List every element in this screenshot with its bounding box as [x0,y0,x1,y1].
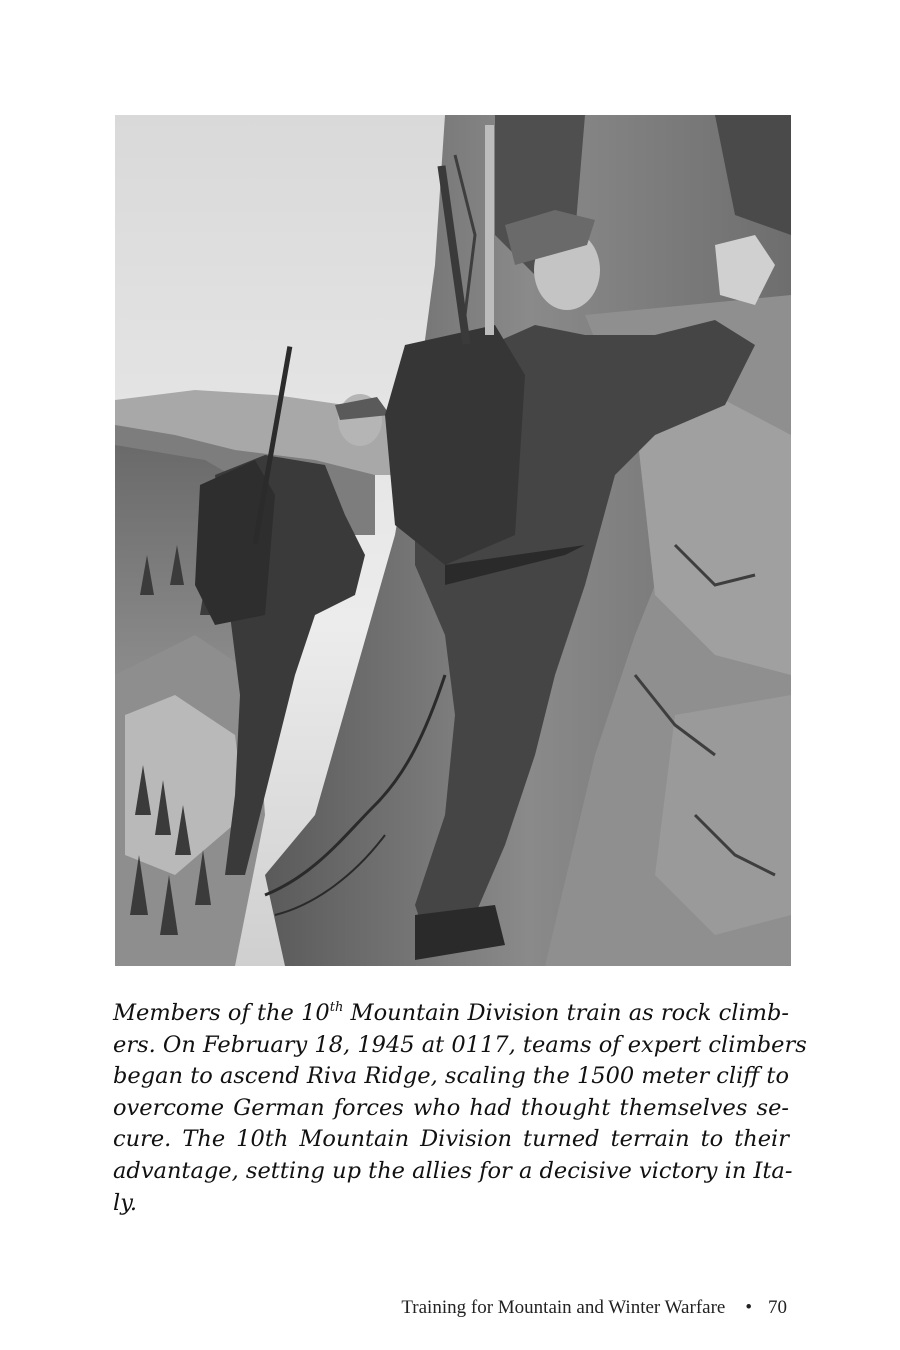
photo-image [115,115,791,966]
caption-line-7: ly. [113,1189,138,1216]
photo-caption [113,998,807,1219]
running-title: Training for Mountain and Winter Warfare [401,1297,726,1318]
caption-line-2: ers. On February 18, 1945 at 0117, teams of expert climbers [113,1031,807,1058]
caption-line-1 [113,998,789,1030]
caption-line-4: overcome German forces who had thought themselves se- [113,1094,789,1121]
caption-line-5: cure. The 10th Mountain Division turned terrain to their [113,1126,789,1153]
ordinal-suffix: th [329,1000,344,1015]
page-footer [401,1297,787,1319]
page-number: 70 [768,1297,787,1318]
caption-line-6: advantage, setting up the allies for a decisive victory in Ita- [113,1157,793,1184]
caption-line-3: began to ascend Riva Ridge, scaling the 1500 meter cliff to [113,1063,789,1090]
caption-line-1-end: Mountain Division train as rock climb- [343,1000,789,1026]
photo-climbers [115,115,791,966]
caption-line-1-start: Members of the 10 [113,1000,330,1026]
footer-bullet: • [745,1297,752,1318]
